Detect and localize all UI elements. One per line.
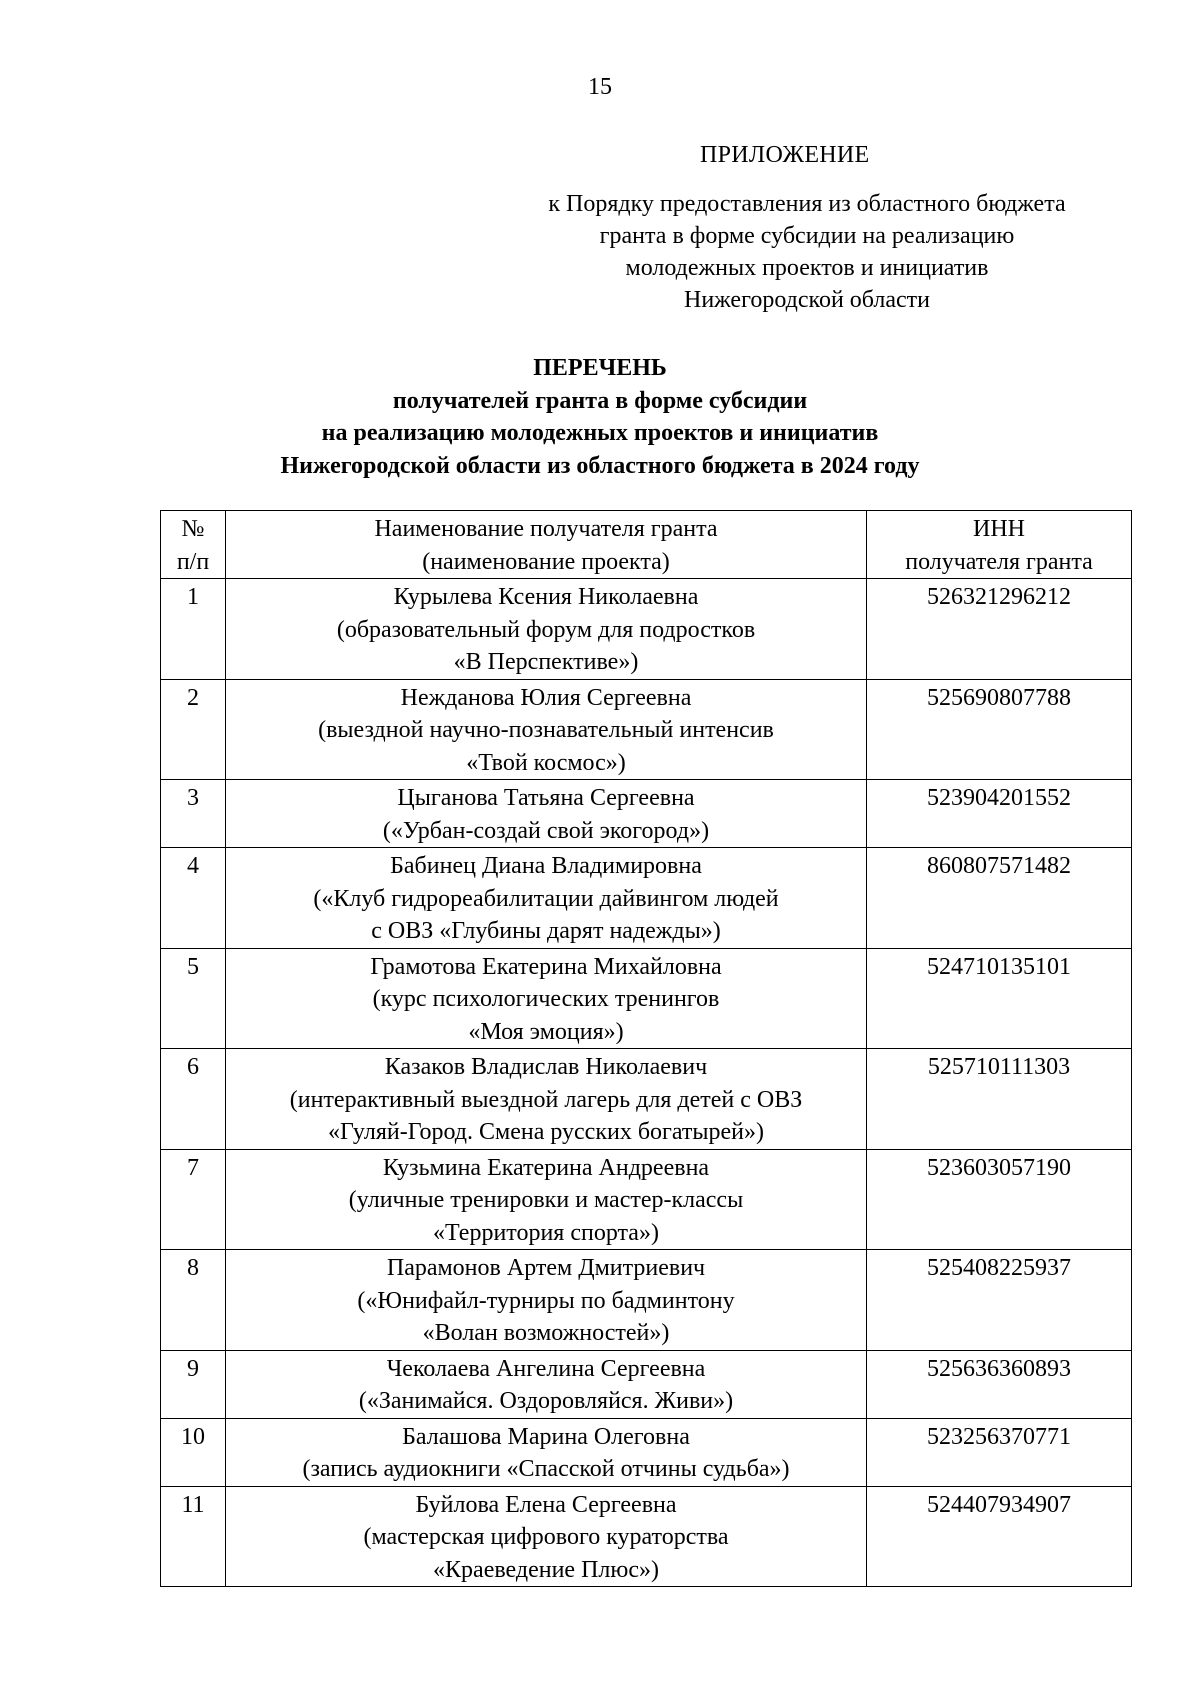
recipient-name-line: (выездной научно-познавательный интенсив [318,717,774,743]
recipient-name [226,780,867,848]
recipient-inn: 525408225937 [867,1250,1132,1351]
recipient-inn: 523256370771 [867,1418,1132,1486]
appendix-subtitle [492,188,1122,316]
recipient-name [226,679,867,780]
recipient-name-line: (интерактивный выездной лагерь для детей с ОВЗ [289,1086,803,1113]
recipient-inn: 524407934907 [867,1486,1132,1587]
list-heading-line: Нижегородской области из областного бюджета в 2024 году [280,452,920,479]
appendix-line: молодежных проектов и инициатив [625,255,989,281]
list-heading [0,352,1200,482]
table-row [161,679,1132,780]
recipient-name [226,579,867,680]
header-name-line: Наименование получателя гранта [374,516,718,542]
recipient-name-line: Цыганова Татьяна Сергеевна [397,785,695,811]
page-number: 15 [588,74,612,100]
row-number: 9 [161,1350,226,1418]
list-heading-line: на реализацию молодежных проектов и инициатив [321,420,879,446]
recipient-inn: 526321296212 [867,579,1132,680]
recipient-name-line: «Краеведение Плюс») [433,1556,659,1583]
row-number: 2 [161,679,226,780]
recipient-name-line: («Урбан-создай свой экогород») [382,817,710,844]
recipient-name [226,1350,867,1418]
recipient-name-line: Бабинец Диана Владимировна [390,853,702,879]
table-row [161,1250,1132,1351]
recipient-inn: 525690807788 [867,679,1132,780]
table-row [161,848,1132,949]
recipient-inn: 523904201552 [867,780,1132,848]
recipient-name-line: Курылева Ксения Николаевна [393,584,699,610]
recipient-name [226,948,867,1049]
table-row [161,1418,1132,1486]
header-num-line: № [181,516,205,542]
row-number: 10 [161,1418,226,1486]
recipient-name [226,1418,867,1486]
recipient-name [226,848,867,949]
recipient-name-line: «Волан возможностей») [422,1320,670,1346]
recipient-name-line: (уличные тренировки и мастер-классы [348,1187,744,1213]
header-inn [867,511,1132,579]
recipient-name-line: «Территория спорта») [433,1219,659,1246]
table-body [161,579,1132,1587]
recipient-name [226,1049,867,1150]
appendix-line: гранта в форме субсидии на реализацию [599,223,1015,249]
table-row [161,1350,1132,1418]
recipient-inn: 524710135101 [867,948,1132,1049]
recipient-inn: 860807571482 [867,848,1132,949]
recipient-inn: 525710111303 [867,1049,1132,1150]
recipient-name-line: Кузьмина Екатерина Андреевна [382,1154,710,1181]
recipient-name-line: «В Перспективе») [453,649,639,675]
recipient-name-line: «Гуляй-Город. Смена русских богатырей») [327,1119,765,1145]
row-number: 7 [161,1149,226,1250]
table-row [161,948,1132,1049]
table-row [161,1049,1132,1150]
header-num [161,511,226,579]
row-number: 4 [161,848,226,949]
table-row [161,780,1132,848]
recipient-name-line: Парамонов Артем Дмитриевич [386,1255,706,1281]
row-number: 8 [161,1250,226,1351]
appendix-title: ПРИЛОЖЕНИЕ [700,142,870,168]
recipient-name-line: с ОВЗ «Глубины дарят надежды») [371,918,721,944]
row-number: 1 [161,579,226,680]
recipient-inn: 523603057190 [867,1149,1132,1250]
list-heading-line: получателей гранта в форме субсидии [392,387,808,414]
recipient-name-line: Балашова Марина Олеговна [402,1423,690,1450]
recipient-name-line: (мастерская цифрового кураторства [363,1524,729,1550]
recipient-name-line: (курс психологических тренингов [372,986,720,1012]
recipient-name-line: (запись аудиокниги «Спасской отчины судьба») [302,1456,790,1482]
row-number: 11 [161,1486,226,1587]
recipient-name-line: Нежданова Юлия Сергеевна [400,684,692,711]
header-name [226,511,867,579]
recipient-name [226,1486,867,1587]
list-title: ПЕРЕЧЕНЬ [533,355,667,381]
table-row [161,1486,1132,1587]
header-num-line: п/п [176,548,210,575]
recipient-name [226,1149,867,1250]
recipient-inn: 525636360893 [867,1350,1132,1418]
table-row [161,579,1132,680]
recipients-table [160,510,1132,1587]
appendix-line: к Порядку предоставления из областного бюджета [548,191,1066,217]
row-number: 5 [161,948,226,1049]
row-number: 3 [161,780,226,848]
table-row [161,1149,1132,1250]
table-header-row [161,511,1132,579]
recipient-name-line: Казаков Владислав Николаевич [384,1054,708,1080]
row-number: 6 [161,1049,226,1150]
recipient-name-line: Грамотова Екатерина Михайловна [370,953,722,980]
recipient-name-line: Буйлова Елена Сергеевна [415,1491,677,1518]
recipient-name-line: «Моя эмоция») [468,1018,624,1045]
header-inn-line: получателя гранта [905,548,1093,575]
recipient-name-line: («Занимайся. Оздоровляйся. Живи») [358,1388,734,1414]
recipient-name-line: («Юнифайл-турниры по бадминтону [357,1287,735,1314]
recipient-name [226,1250,867,1351]
header-inn-line: ИНН [973,516,1025,542]
header-name-line: (наименование проекта) [422,548,670,575]
recipient-name-line: («Клуб гидрореабилитации дайвингом людей [313,885,779,912]
recipient-name-line: (образовательный форум для подростков [336,616,756,643]
recipient-name-line: «Твой космос») [466,749,626,776]
recipient-name-line: Чеколаева Ангелина Сергеевна [386,1355,706,1382]
appendix-line: Нижегородской области [683,287,931,313]
